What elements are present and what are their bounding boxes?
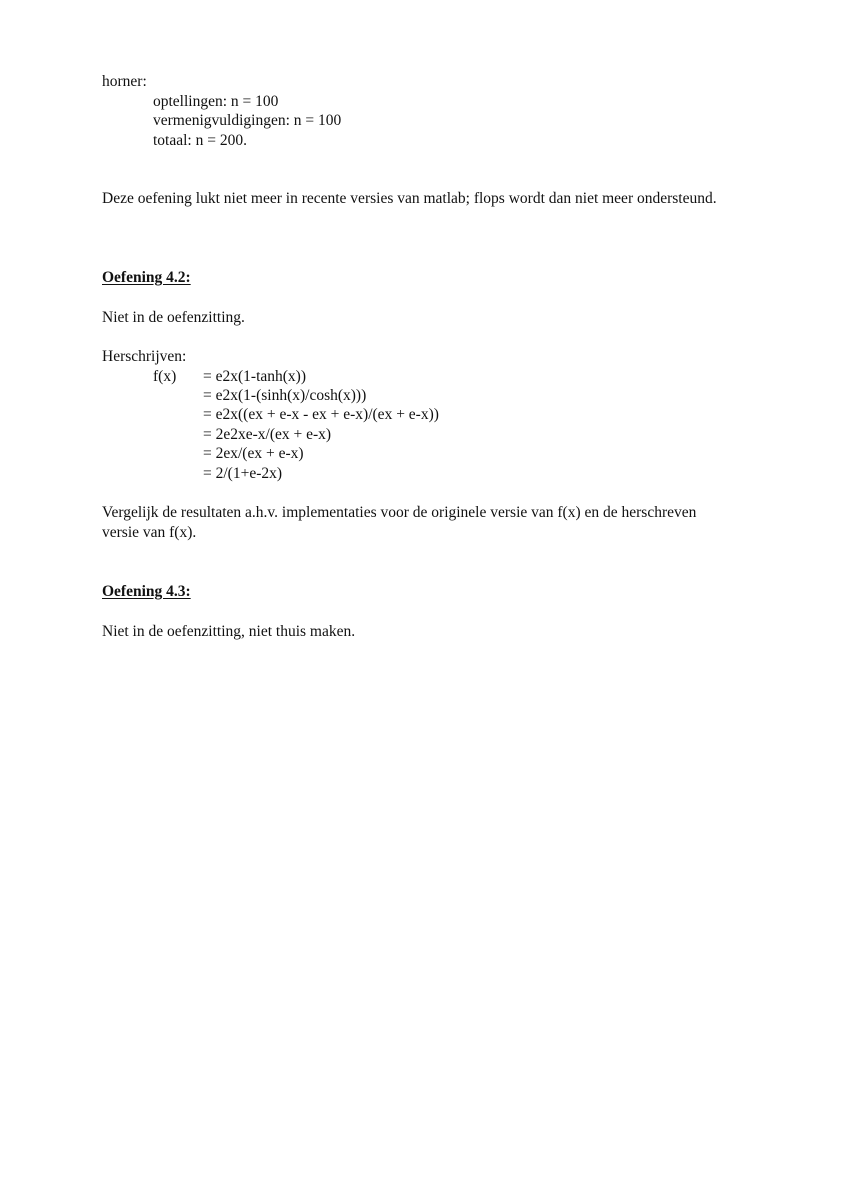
equation-line: = 2ex/(ex + e-x) — [203, 445, 304, 462]
horner-multiplications: vermenigvuldigingen: n = 100 — [153, 112, 342, 129]
horner-total: totaal: n = 200. — [153, 132, 247, 149]
rewrite-title: Herschrijven: — [102, 348, 187, 365]
compare-text: Vergelijk de resultaten a.h.v. implementaties voor de originele versie van f(x) en de herschreven versie van f(x). — [102, 504, 697, 541]
fx-label: f(x) — [153, 368, 177, 385]
horner-additions: optellingen: n = 100 — [153, 93, 279, 110]
horner-title: horner: — [102, 73, 147, 90]
equation-line: = e2x(1-(sinh(x)/cosh(x))) — [203, 387, 367, 404]
exercise-4-3-heading: Oefening 4.3: — [102, 583, 191, 600]
exercise-4-3-note: Niet in de oefenzitting, niet thuis maken. — [102, 623, 356, 640]
equation-line: = 2e2xe-x/(ex + e-x) — [203, 426, 332, 443]
equation-line: = e2x(1-tanh(x)) — [203, 368, 306, 385]
exercise-4-2-note: Niet in de oefenzitting. — [102, 309, 245, 326]
equation-line: = e2x((ex + e-x - ex + e-x)/(ex + e-x)) — [203, 406, 439, 423]
exercise-4-2-heading: Oefening 4.2: — [102, 269, 191, 286]
equation-line: = 2/(1+e-2x) — [203, 465, 283, 482]
flops-note: Deze oefening lukt niet meer in recente versies van matlab; flops wordt dan niet meer ondersteund. — [102, 190, 717, 207]
